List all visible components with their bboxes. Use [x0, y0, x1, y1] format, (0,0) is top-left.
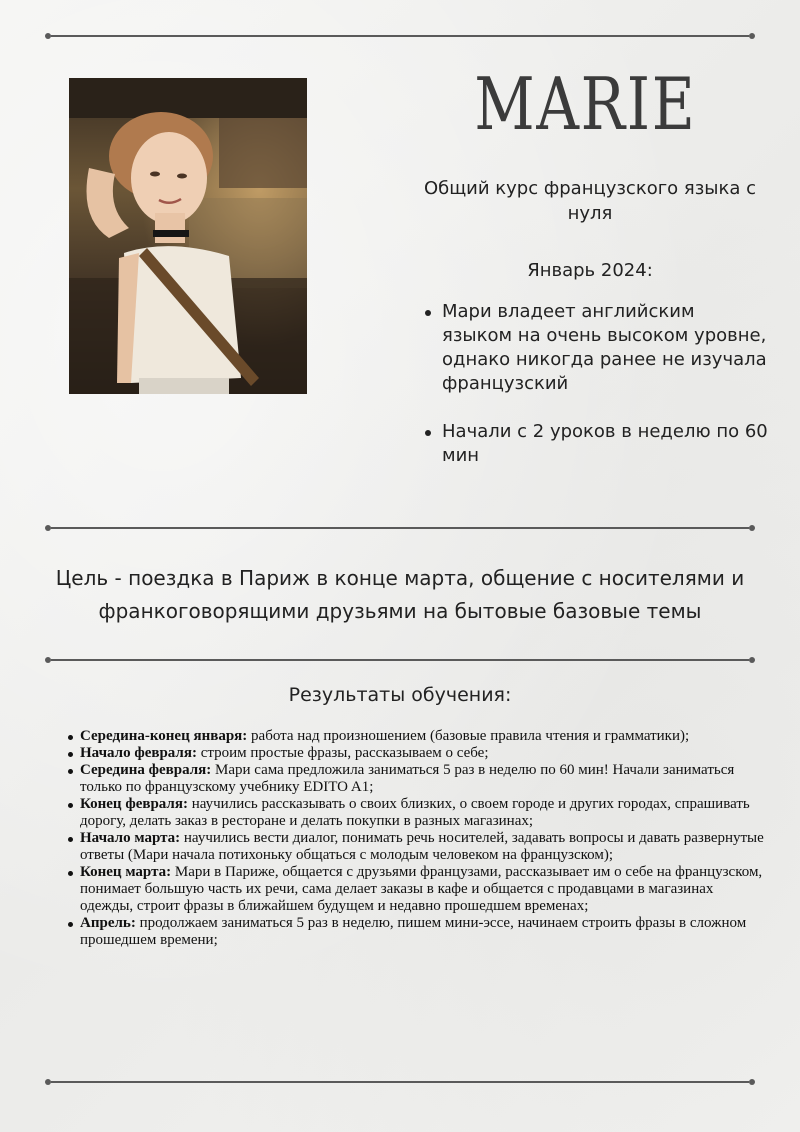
- course-title: Общий курс французского языка с нуля: [423, 178, 757, 224]
- item-text: работа над произношением (базовые правила чтения и грамматики);: [251, 728, 690, 744]
- item-text: продолжаем заниматься 5 раз в неделю, пишем мини-эссе, начинаем строить фразы в сложном прошедшем времени;: [80, 915, 747, 948]
- item-text: научились вести диалог, понимать речь носителей, задавать вопросы и давать развернутые ответы (Мари начала потихоньку общаться с молодым человеком на французском);: [80, 830, 764, 863]
- list-item: [64, 915, 764, 949]
- list-item: Мари владеет английским языком на очень высоком уровне, однако никогда ранее не изучала французский: [420, 300, 770, 396]
- list-item: Начали с 2 уроков в неделю по 60 мин: [420, 420, 770, 468]
- goal-statement: Цель - поездка в Париж в конце марта, общение с носителями и франкоговорящими друзьями на бытовые базовые темы: [55, 566, 745, 623]
- list-item: [64, 762, 764, 796]
- item-label: Конец февраля:: [80, 796, 188, 812]
- goal-divider: [45, 654, 755, 666]
- student-name: MARIE: [474, 62, 697, 146]
- middle-divider: [45, 522, 755, 534]
- item-text: строим простые фразы, рассказываем о себе;: [200, 745, 489, 761]
- top-divider: [45, 30, 755, 42]
- item-label: Начало марта:: [80, 830, 181, 846]
- results-heading: Результаты обучения:: [288, 684, 512, 706]
- item-label: Апрель:: [80, 915, 136, 931]
- list-item: [64, 830, 764, 864]
- list-item: [64, 796, 764, 830]
- list-item: [64, 745, 764, 762]
- bottom-divider: [45, 1076, 755, 1088]
- item-text: Мари в Париже, общается с друзьями французами, рассказывает им о себе на французском, понимает большую часть их речи, сама делает заказы в кафе и общается с продавцами в магазинах одежды, строит фразы в ближайшем будущем и недавно прошедшем временах;: [80, 864, 763, 914]
- item-label: Середина-конец января:: [80, 728, 248, 744]
- item-text: научились рассказывать о своих близких, о своем городе и других городах, спрашивать дорогу, делать заказ в ресторане и делать покупки в разных магазинах;: [80, 796, 750, 829]
- item-label: Конец марта:: [80, 864, 172, 880]
- item-text: Мари сама предложила заниматься 5 раз в неделю по 60 мин! Начали заниматься только по французскому учебнику EDITO A1;: [80, 762, 735, 795]
- profile-facts-list: [420, 300, 770, 492]
- list-item: [64, 728, 764, 745]
- list-item: [64, 864, 764, 915]
- profile-photo: [69, 78, 307, 394]
- results-list: [64, 728, 764, 949]
- item-label: Начало февраля:: [80, 745, 197, 761]
- start-date: Январь 2024:: [527, 260, 653, 281]
- item-label: Середина февраля:: [80, 762, 212, 778]
